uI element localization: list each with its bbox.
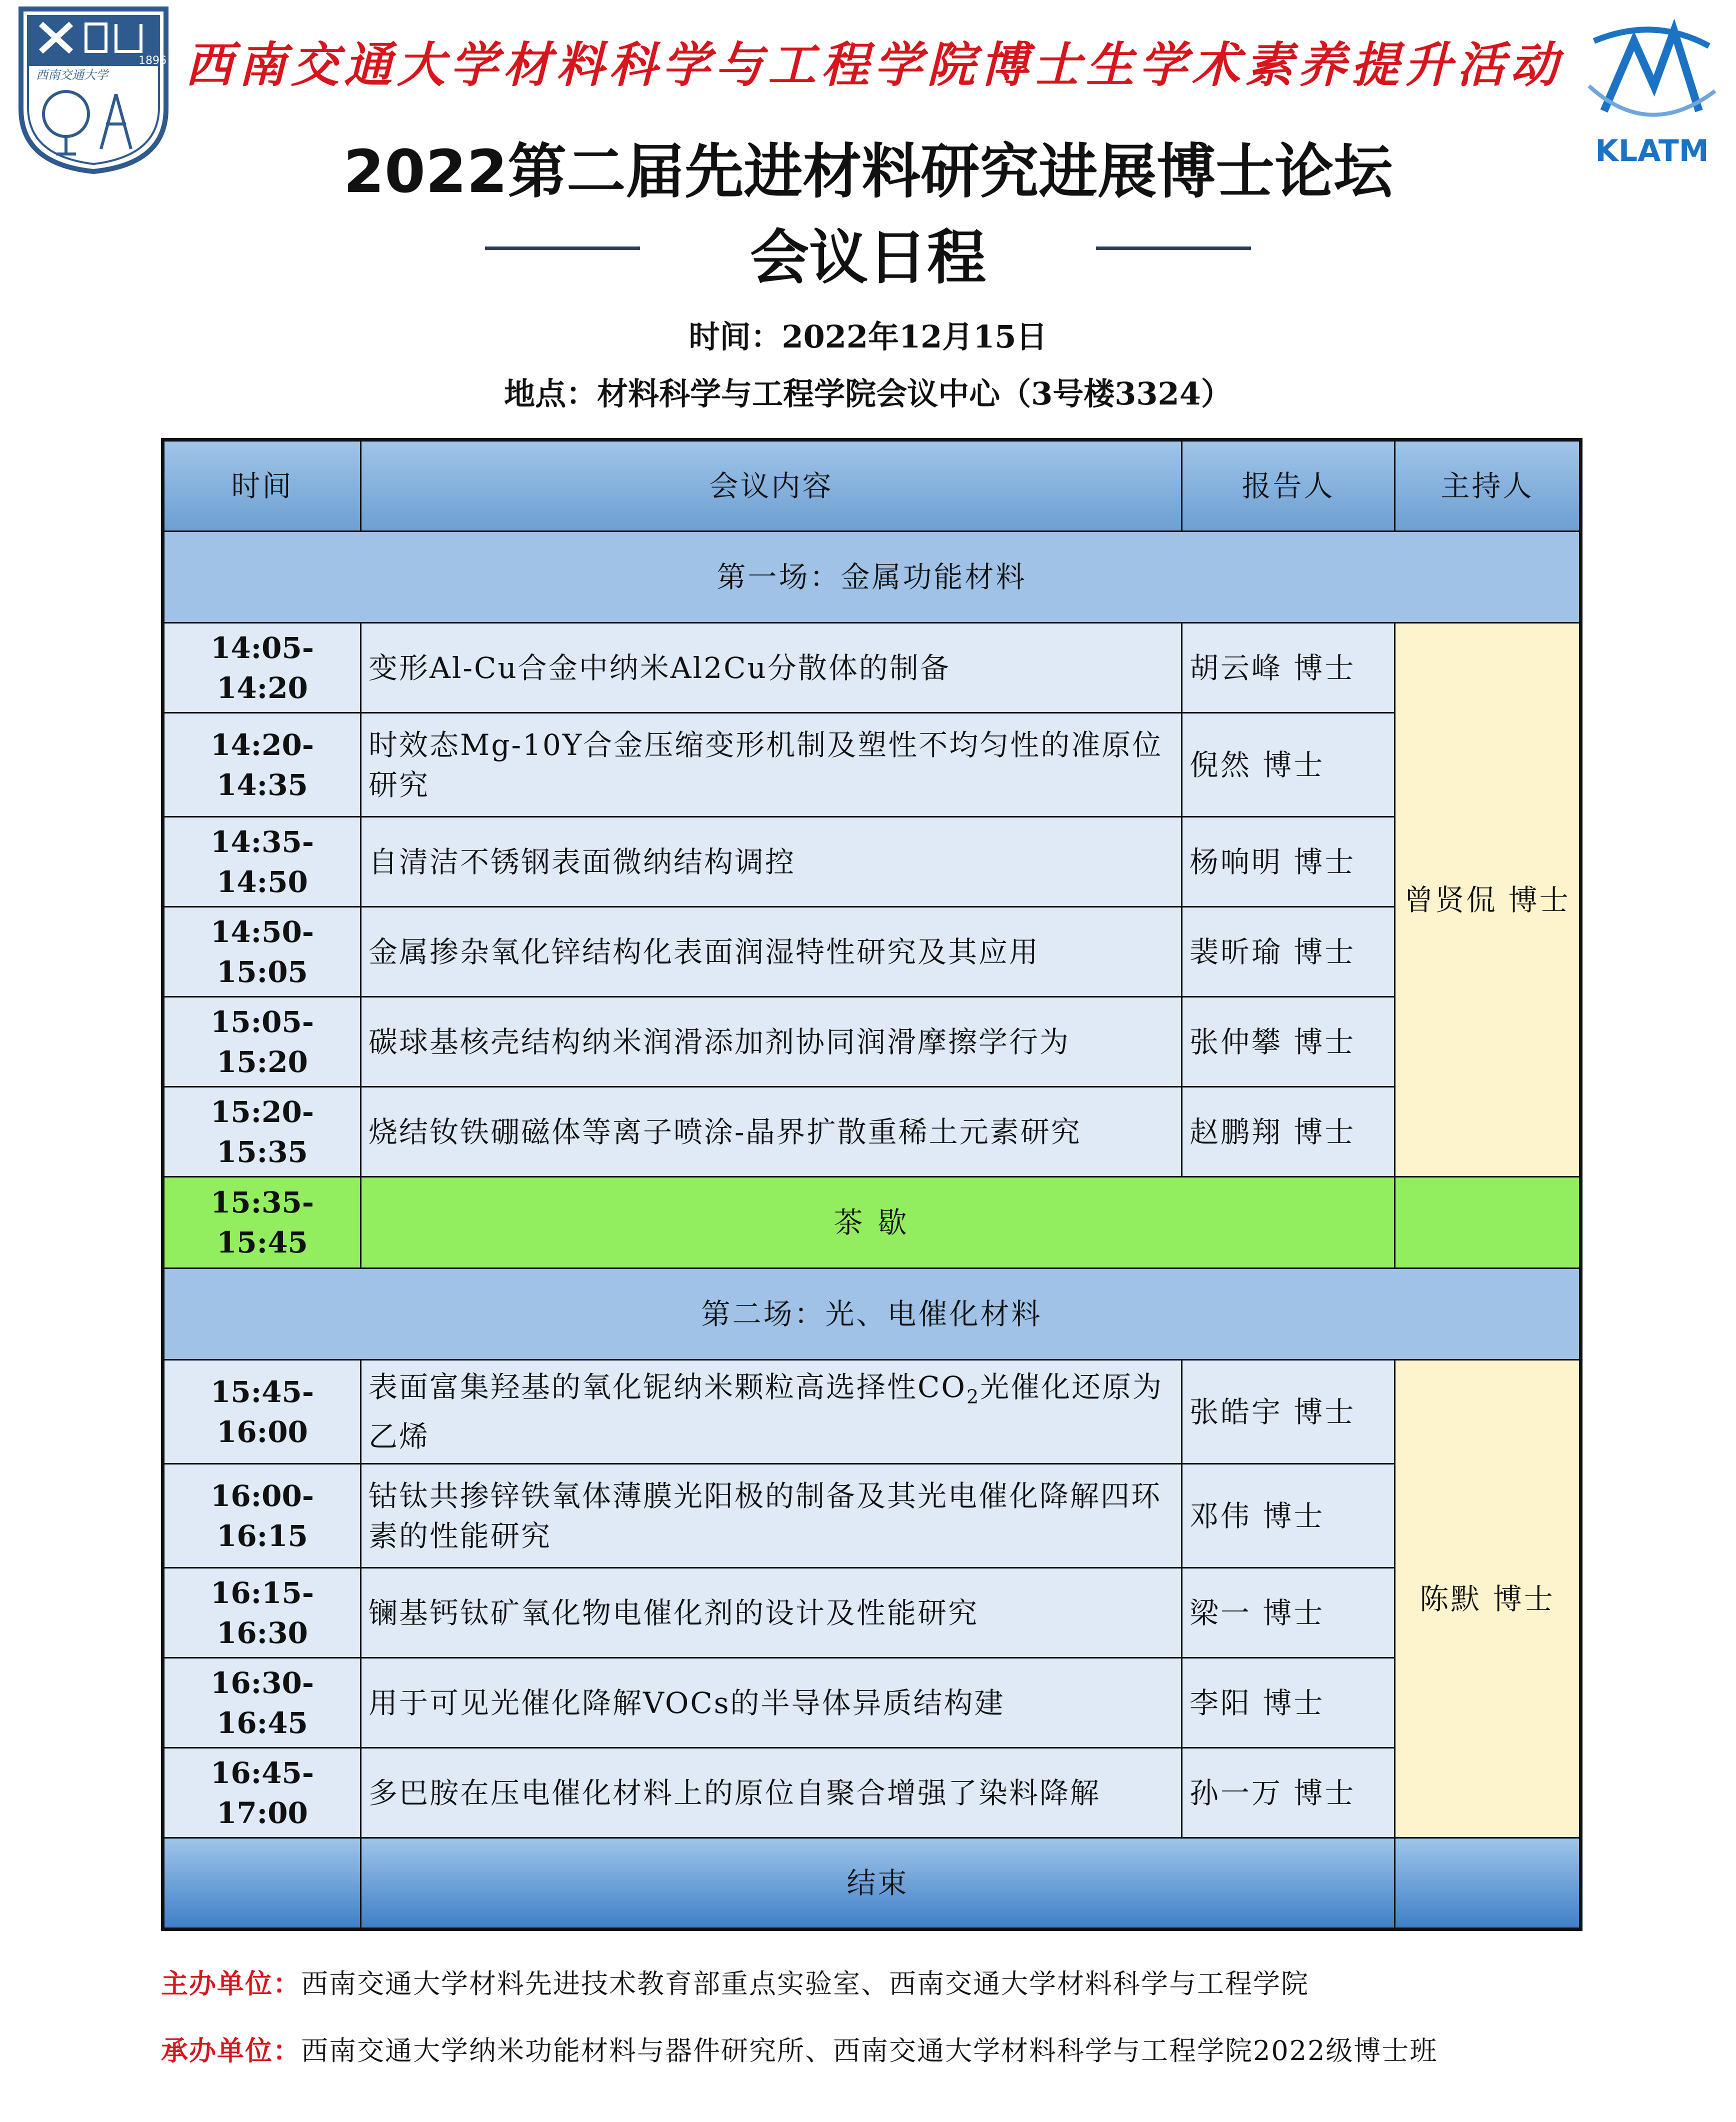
table-row [163, 1464, 1581, 1568]
end-host-cell [1395, 1838, 1581, 1930]
session-row [163, 1268, 1581, 1360]
break-time: 15:35-15:45 [163, 1177, 361, 1268]
organizer-label: 主办单位： [161, 1968, 301, 2000]
table-row [163, 1658, 1581, 1748]
column-header-host: 主持人 [1395, 440, 1581, 532]
table-row [163, 997, 1581, 1087]
svg-text:西南交通大学: 西南交通大学 [36, 68, 108, 82]
row-time: 14:50-15:05 [163, 907, 361, 997]
row-speaker: 赵鹏翔 博士 [1182, 1087, 1395, 1177]
row-content: 多巴胺在压电催化材料上的原位自聚合增强了染料降解 [361, 1748, 1182, 1838]
row-content: 用于可见光催化降解VOCs的半导体异质结构建 [361, 1658, 1182, 1748]
schedule-table [161, 438, 1582, 1931]
row-speaker: 张仲攀 博士 [1182, 997, 1395, 1087]
row-time: 16:30-16:45 [163, 1658, 361, 1748]
row-speaker: 孙一万 博士 [1182, 1748, 1395, 1838]
column-header-content: 会议内容 [361, 440, 1182, 532]
row-speaker: 李阳 博士 [1182, 1658, 1395, 1748]
break-host-cell [1395, 1177, 1581, 1268]
organizer-text: 西南交通大学材料先进技术教育部重点实验室、西南交通大学材料科学与工程学院 [301, 1968, 1309, 2000]
tea-break-row [163, 1177, 1581, 1268]
row-speaker: 梁一 博士 [1182, 1568, 1395, 1658]
row-time: 15:05-15:20 [163, 997, 361, 1087]
column-header-speaker: 报告人 [1182, 440, 1395, 532]
row-time: 16:45-17:00 [163, 1748, 361, 1838]
session-row [163, 532, 1581, 623]
host-unit-line [161, 2033, 1438, 2068]
row-speaker: 张皓宇 博士 [1182, 1360, 1395, 1464]
row-time: 16:00-16:15 [163, 1464, 361, 1568]
session-title: 第二场：光、电催化材料 [163, 1268, 1581, 1360]
row-content: 镧基钙钛矿氧化物电催化剂的设计及性能研究 [361, 1568, 1182, 1658]
table-row [163, 817, 1581, 907]
row-time: 14:05-14:20 [163, 623, 361, 713]
svg-text:1896: 1896 [138, 54, 166, 67]
column-header-time: 时间 [163, 440, 361, 532]
event-time: 时间：2022年12月15日 [688, 318, 1048, 355]
row-content: 变形Al-Cu合金中纳米Al2Cu分散体的制备 [361, 623, 1182, 713]
session-host: 陈默 博士 [1395, 1360, 1581, 1838]
host-unit-label: 承办单位： [161, 2034, 301, 2066]
row-time: 16:15-16:30 [163, 1568, 361, 1658]
event-location: 地点：材料科学与工程学院会议中心（3号楼3324） [504, 376, 1232, 412]
row-speaker: 邓伟 博士 [1182, 1464, 1395, 1568]
row-content: 自清洁不锈钢表面微纳结构调控 [361, 817, 1182, 907]
row-content: 碳球基核壳结构纳米润滑添加剂协同润滑摩擦学行为 [361, 997, 1182, 1087]
table-row [163, 907, 1581, 997]
end-row [163, 1838, 1581, 1930]
row-content: 表面富集羟基的氧化铌纳米颗粒高选择性$CO_2$光催化还原为乙烯 [361, 1360, 1182, 1464]
table-row [163, 1568, 1581, 1658]
row-time: 15:45-16:00 [163, 1360, 361, 1464]
row-content: 烧结钕铁硼磁体等离子喷涂-晶界扩散重稀土元素研究 [361, 1087, 1182, 1177]
table-row [163, 713, 1581, 817]
table-row [163, 623, 1581, 713]
row-time: 14:20-14:35 [163, 713, 361, 817]
row-content: 钴钛共掺锌铁氧体薄膜光阳极的制备及其光电催化降解四环素的性能研究 [361, 1464, 1182, 1568]
page-subtitle: 会议日程 [750, 223, 986, 292]
row-speaker: 杨响明 博士 [1182, 817, 1395, 907]
table-row [163, 1360, 1581, 1464]
session-host: 曾贤侃 博士 [1395, 623, 1581, 1177]
svg-text:KLATM: KLATM [1595, 134, 1709, 168]
row-time: 15:20-15:35 [163, 1087, 361, 1177]
row-time: 14:35-14:50 [163, 817, 361, 907]
table-header-row [163, 440, 1581, 532]
host-unit-text: 西南交通大学纳米功能材料与器件研究所、西南交通大学材料科学与工程学院2022级博士班 [301, 2035, 1438, 2066]
end-label: 结束 [361, 1838, 1395, 1930]
end-time-cell [163, 1838, 361, 1930]
table-row [163, 1087, 1581, 1177]
row-speaker: 胡云峰 博士 [1182, 623, 1395, 713]
session-title: 第一场：金属功能材料 [163, 532, 1581, 623]
break-label: 茶歇 [361, 1177, 1395, 1268]
activity-banner: 西南交通大学材料科学与工程学院博士生学术素养提升活动 [185, 36, 1563, 93]
row-speaker: 倪然 博士 [1182, 713, 1395, 817]
row-content: 时效态Mg-10Y合金压缩变形机制及塑性不均匀性的准原位研究 [361, 713, 1182, 817]
table-row [163, 1748, 1581, 1838]
row-content: 金属掺杂氧化锌结构化表面润湿特性研究及其应用 [361, 907, 1182, 997]
page-title: 2022第二届先进材料研究进展博士论坛 [343, 137, 1393, 206]
organizer-line [161, 1966, 1309, 2002]
row-speaker: 裴昕瑜 博士 [1182, 907, 1395, 997]
